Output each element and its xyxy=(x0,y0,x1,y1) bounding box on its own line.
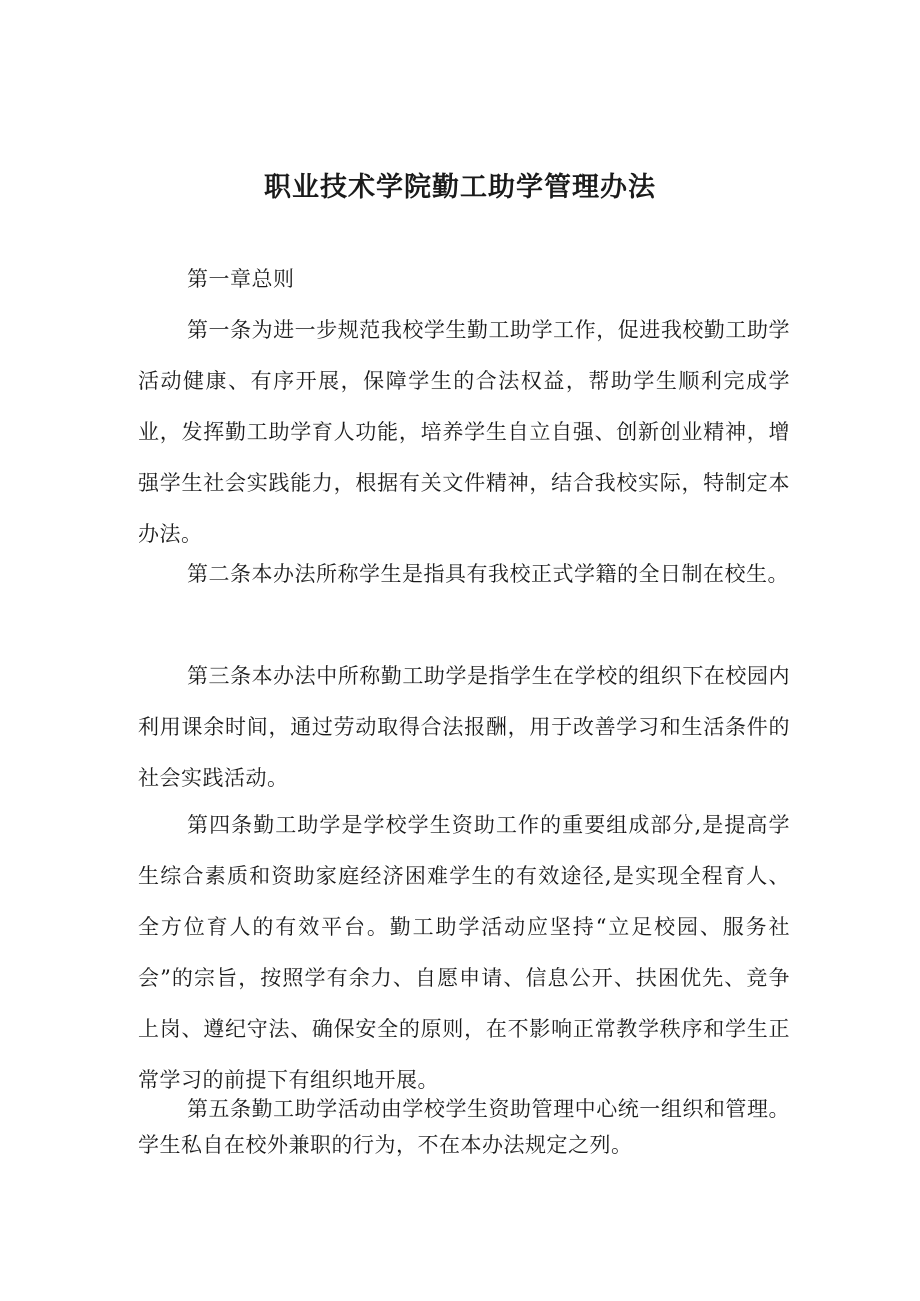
document-title: 职业技术学院勤工助学管理办法 xyxy=(264,172,656,203)
chapter-heading: 第一章总则 xyxy=(187,267,295,291)
article-4-paragraph: 第四条勤工助学是学校学生资助工作的重要组成部分,是提高学生综合素质和资助家庭经济困难学生的有效途径,是实现全程育人、全方位育人的有效平台。勤工助学活动应坚持“立足校园、服务社会”的宗旨，按照学有余力、自愿申请、信息公开、扶困优先、竞争上岗、遵纪守法、确保安全的原则，在不影响正常教学秩序和学生正常学习的前提下有组织地开展。 xyxy=(138,813,790,1092)
article-5-paragraph: 第五条勤工助学活动由学校学生资助管理中心统一组织和管理。学生私自在校外兼职的行为，不在本办法规定之列。 xyxy=(138,1097,790,1157)
article-1-paragraph: 第一条为进一步规范我校学生勤工助学工作，促进我校勤工助学活动健康、有序开展，保障学生的合法权益，帮助学生顺利完成学业，发挥勤工助学育人功能，培养学生自立自强、创新创业精神，增强学生社会实践能力，根据有关文件精神，结合我校实际，特制定本办法。 xyxy=(138,318,790,546)
article-3-paragraph: 第三条本办法中所称勤工助学是指学生在学校的组织下在校园内利用课余时间，通过劳动取得合法报酬，用于改善学习和生活条件的社会实践活动。 xyxy=(138,664,790,790)
article-2-paragraph: 第二条本办法所称学生是指具有我校正式学籍的全日制在校生。 xyxy=(187,562,789,586)
